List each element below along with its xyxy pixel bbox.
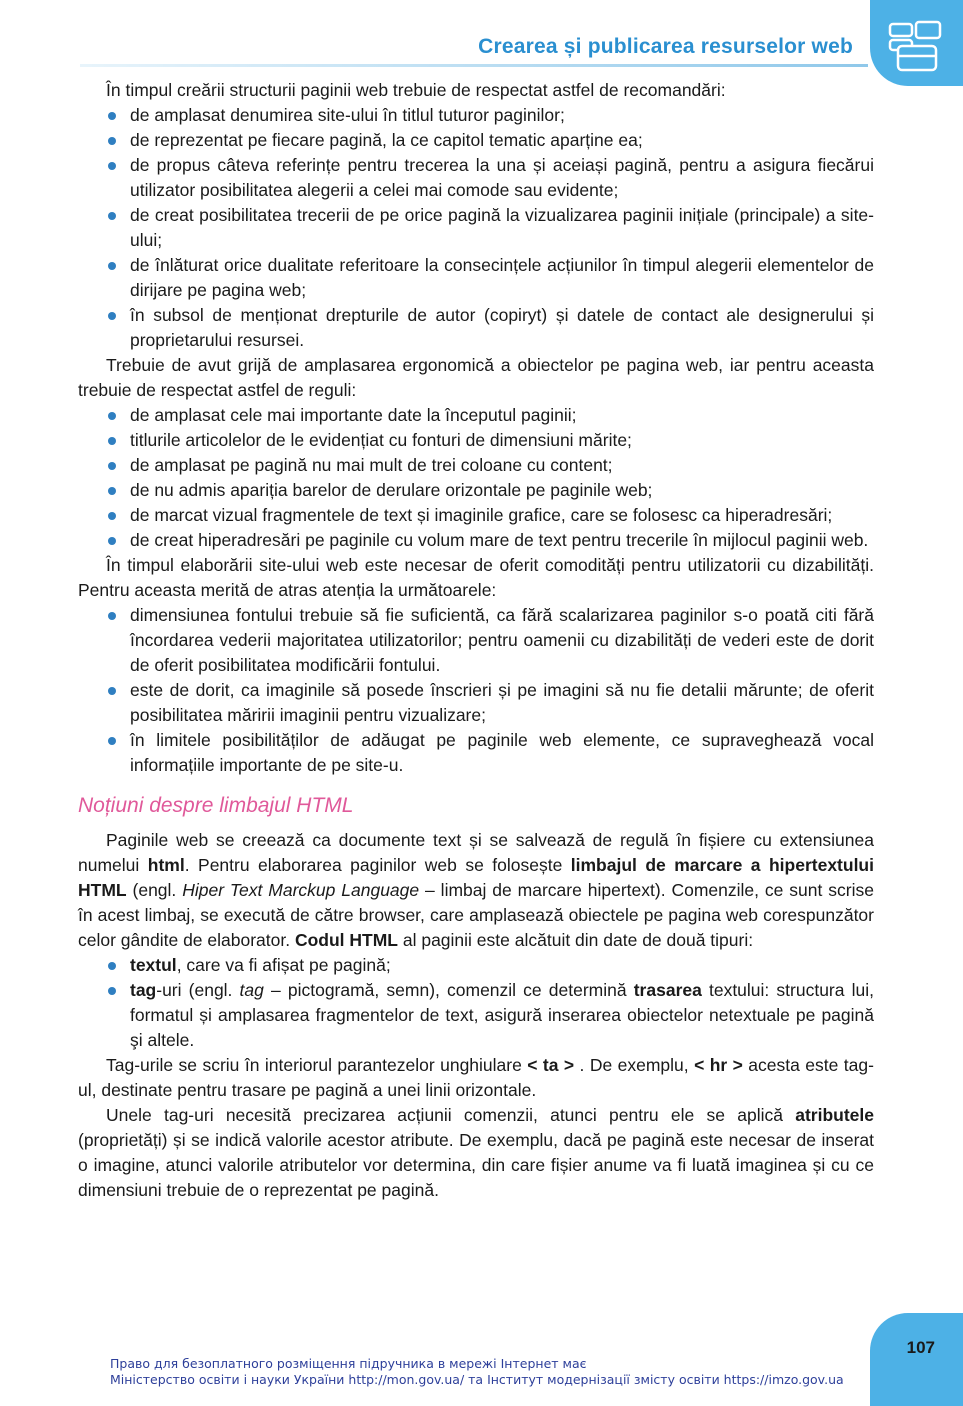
list-item: de amplasat cele mai importante date la începutul paginii;: [78, 403, 874, 428]
bullet-list-ergonomics: [78, 403, 874, 553]
paragraph: În timpul creării structurii paginii web trebuie de respectat astfel de recomandări:: [106, 80, 726, 100]
bullet-icon: [108, 687, 116, 695]
footer-notice: [110, 1356, 844, 1388]
list-item: textul, care va fi afișat pe pagină;: [78, 953, 874, 978]
bullet-icon: [108, 412, 116, 420]
page-number-tab: [870, 1313, 963, 1406]
bullet-list-structure: [78, 103, 874, 353]
list-item: este de dorit, ca imaginile să posede înscrieri și pe imagini să nu fie detalii mărunte; de oferit posibilitatea măririi imaginii pentru vizualizare;: [78, 678, 874, 728]
list-item: de înlăturat orice dualitate referitoare la consecințele acțiunilor în timpul alegerii elementelor de dirijare pe pagina web;: [78, 253, 874, 303]
bullet-icon: [108, 437, 116, 445]
bullet-icon: [108, 312, 116, 320]
bullet-list-accessibility: [78, 603, 874, 778]
bullet-icon: [108, 462, 116, 470]
footer-line: Право для безоплатного розміщення підручника в мережі Інтернет має: [110, 1356, 587, 1371]
paragraph: Trebuie de avut grijă de amplasarea ergonomică a obiectelor pe pagina web, iar pentru aceasta trebuie de respectat astfel de reguli:: [78, 355, 874, 400]
bullet-icon: [108, 612, 116, 620]
bullet-icon: [108, 512, 116, 520]
list-item: de reprezentat pe fiecare pagină, la ce capitol tematic aparține ea;: [78, 128, 874, 153]
list-item: de creat hiperadresări pe paginile cu volum mare de text pentru trecerile în mijlocul paginii web.: [78, 528, 874, 553]
list-item: de nu admis apariția barelor de derulare orizontale pe paginile web;: [78, 478, 874, 503]
bullet-icon: [108, 212, 116, 220]
list-item: dimensiunea fontului trebuie să fie suficientă, ca fără scalarizarea paginilor s-o poată citi fără încordarea vederii majoritatea utilizatorilor; pentru oamenii cu dizabilități de vederi este de dorit de oferit posibilitatea modificării fontului.: [78, 603, 874, 678]
running-header-title: Crearea și publicarea resurselor web: [478, 35, 853, 58]
paragraph: Tag-urile se scriu în interiorul parantezelor unghiulare < ta > . De exemplu, < hr > acesta este tag-ul, destinate pentru trasare pe pagină a unei linii orizontale.: [78, 1055, 874, 1100]
bullet-icon: [108, 137, 116, 145]
list-item: în subsol de menționat drepturile de autor (copiryt) și datele de contact ale designerului și proprietarului resursei.: [78, 303, 874, 353]
bullet-icon: [108, 962, 116, 970]
paragraph: Unele tag-uri necesită precizarea acțiunii comenzii, atunci pentru ele se aplică atributele (proprietăți) și se indică valorile acestor atribute. De exemplu, dacă pe pagină este necesar de inserat o imagine, atunci valorile atributelor vor determina, din care fișier anume va fi luată imaginea și cu ce dimensiuni trebuie de o reprezentat pe pagină.: [78, 1105, 874, 1200]
bullet-icon: [108, 987, 116, 995]
bullet-icon: [108, 737, 116, 745]
paragraph: Paginile web se creează ca documente text și se salvează de regulă în fișiere cu extensiunea numelui html. Pentru elaborarea paginilor web se folosește limbajul de marcare a hipertextului HTML (engl. Hiper Text Marckup Language – limbaj de marcare hipertext). Comenzile, ce sunt scrise în acest limbaj, se execută de către browser, care amplasează obiectele pe pagina web corespunzător celor gândite de elaborator. Codul HTML al paginii este alcătuit din date de două tipuri:: [78, 830, 874, 950]
list-item: de amplasat pe pagină nu mai mult de trei coloane cu content;: [78, 453, 874, 478]
bullet-icon: [108, 112, 116, 120]
list-item: de creat posibilitatea trecerii de pe orice pagină la vizualizarea paginii inițiale (principale) a site-ului;: [78, 203, 874, 253]
header-rule: [80, 64, 868, 67]
section-heading: Noțiuni despre limbajul HTML: [78, 794, 354, 817]
bullet-icon: [108, 537, 116, 545]
list-item: de marcat vizual fragmentele de text și imaginile grafice, care se folosesc ca hiperadresări;: [78, 503, 874, 528]
page-number: 107: [906, 1338, 935, 1357]
web-pages-icon: [888, 20, 946, 72]
list-item: tag-uri (engl. tag – pictogramă, semn), comenzil ce determină trasarea textului: structura lui, formatul și amplasarea fragmentelor de text, asigură inserarea obiectelor netextuale pe pagină şi altele.: [78, 978, 874, 1053]
bullet-list-html-types: [78, 953, 874, 1053]
list-item: titlurile articolelor de le evidențiat cu fonturi de dimensiuni mărite;: [78, 428, 874, 453]
bullet-icon: [108, 162, 116, 170]
bullet-icon: [108, 487, 116, 495]
paragraph: În timpul elaborării site-ului web este necesar de oferit comodități pentru utilizatorii cu dizabilități. Pentru aceasta merită de atras atenția la următoarele:: [78, 555, 874, 600]
bullet-icon: [108, 262, 116, 270]
list-item: de propus câteva referințe pentru trecerea la una și aceiași pagină, pentru a asigura fiecărui utilizator posibilitatea alegerii a celei mai comode sau evidente;: [78, 153, 874, 203]
page-body: [78, 78, 874, 1203]
footer-line: Міністерство освіти і науки України http://mon.gov.ua/ та Інститут модернізації змісту освіти https://imzo.gov.ua: [110, 1372, 844, 1387]
header-tab: [870, 0, 963, 86]
list-item: în limitele posibilităților de adăugat pe paginile web elemente, ce supraveghează vocal informațiile importante de pe site-u.: [78, 728, 874, 778]
list-item: de amplasat denumirea site-ului în titlul tuturor paginilor;: [78, 103, 874, 128]
